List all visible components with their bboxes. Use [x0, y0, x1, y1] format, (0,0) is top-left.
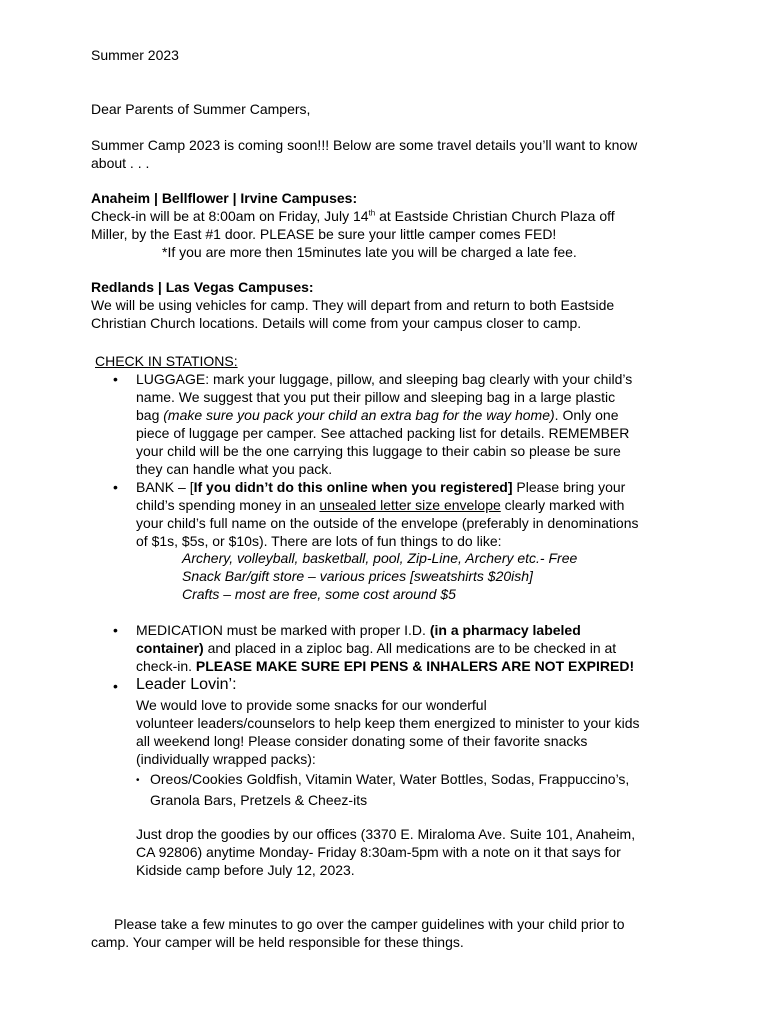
medication-line2-text: and placed in a ziploc bag. All medications are to be checked in at — [203, 640, 617, 656]
section1-line1-sup: th — [368, 208, 376, 218]
intro-paragraph: Summer Camp 2023 is coming soon!!! Below are some travel details you’ll want to know about . . . — [91, 137, 638, 171]
leader-line1: We would love to provide some snacks for our wonderful — [136, 697, 487, 713]
epi-pen-warning: PLEASE MAKE SURE EPI PENS & INHALERS ARE NOT EXPIRED! — [195, 658, 635, 674]
bank-line1 — [136, 479, 696, 497]
pharmacy-label-note: (in a pharmacy labeled — [429, 622, 581, 638]
luggage-line6: they can handle what you pack. — [136, 461, 333, 477]
section1-line1 — [91, 208, 711, 226]
bullet-medication: • — [113, 622, 118, 638]
medication-line1 — [136, 622, 696, 640]
section2-body: We will be using vehicles for camp. They will depart from and return to both Eastside Christian Church locations. Details will come from your campus closer to camp. — [91, 297, 615, 331]
bank-line2 — [136, 497, 696, 515]
bank-line2-text-end: clearly marked with — [500, 497, 625, 513]
leader-line2: volunteer leaders/counselors to help keep them energized to minister to your kids — [136, 715, 640, 731]
luggage-line3 — [136, 407, 696, 425]
closing-line2: camp. Your camper will be held responsible for these things. — [91, 934, 464, 950]
fun-item-crafts: Crafts – most are free, some cost around $5 — [182, 586, 456, 602]
section1-line1-text: Check-in will be at 8:00am on Friday, July 14 — [91, 208, 369, 224]
luggage-line1: LUGGAGE: mark your luggage, pillow, and sleeping bag clearly with your child’s — [136, 371, 633, 387]
bank-line1-text-end: Please bring your — [512, 479, 626, 495]
leader-line4: (individually wrapped packs): — [136, 751, 316, 767]
section2-heading: Redlands | Las Vegas Campuses: — [91, 279, 314, 295]
medication-line3-text: check-in. — [136, 658, 196, 674]
luggage-line2: name. We suggest that you put their pillow and sleeping bag in a large plastic — [136, 389, 616, 405]
luggage-extra-bag-note: (make sure you pack your child an extra bag for the way home) — [163, 407, 555, 423]
bullet-snacks: • — [136, 775, 140, 786]
fun-item-activities: Archery, volleyball, basketball, pool, Zip-Line, Archery etc.- Free — [182, 550, 578, 566]
bank-line4: of $1s, $5s, or $10s). There are lots of fun things to do like: — [136, 533, 502, 549]
bank-line1-text: BANK – [ — [136, 479, 194, 495]
luggage-line3-text: bag — [136, 407, 164, 423]
envelope-note: unsealed letter size envelope — [319, 497, 501, 513]
drop-off-line3: Kidside camp before July 12, 2023. — [136, 862, 355, 878]
bullet-leader: • — [113, 678, 118, 694]
drop-off-line2: CA 92806) anytime Monday- Friday 8:30am-5pm with a note on it that says for — [136, 844, 621, 860]
container-note: container) — [136, 640, 204, 656]
leader-line3: all weekend long! Please consider donating some of their favorite snacks — [136, 733, 588, 749]
leader-lovin-title: Leader Lovin’: — [136, 676, 237, 693]
drop-off-line1: Just drop the goodies by our offices (3370 E. Miraloma Ave. Suite 101, Anaheim, — [136, 826, 636, 842]
medication-line2 — [136, 640, 696, 658]
greeting: Dear Parents of Summer Campers, — [91, 101, 311, 117]
snacks-line2: Granola Bars, Pretzels & Cheez-its — [150, 792, 368, 808]
medication-line3 — [136, 658, 696, 676]
luggage-line5: your child will be the one carrying this luggage to their cabin so please be sure — [136, 443, 621, 459]
luggage-line3-text-end: . Only one — [554, 407, 619, 423]
bank-line3: your child’s full name on the outside of the envelope (preferably in denominations — [136, 515, 639, 531]
stations-heading: CHECK IN STATIONS: — [95, 353, 238, 369]
luggage-line4: piece of luggage per camper. See attached packing list for details. REMEMBER — [136, 425, 630, 441]
fun-item-snack-bar: Snack Bar/gift store – various prices [sweatshirts $20ish] — [182, 568, 533, 584]
medication-line1-text: MEDICATION must be marked with proper I.D. — [136, 622, 430, 638]
bank-online-note: If you didn’t do this online when you registered] — [193, 479, 513, 495]
season-label: Summer 2023 — [91, 47, 179, 63]
section1-heading: Anaheim | Bellflower | Irvine Campuses: — [91, 190, 358, 206]
bank-line2-text: child’s spending money in an — [136, 497, 320, 513]
section1-line2: Miller, by the East #1 door. PLEASE be sure your little camper comes FED! — [91, 226, 557, 242]
closing-line1: Please take a few minutes to go over the camper guidelines with your child prior to — [114, 916, 625, 932]
snacks-line1: Oreos/Cookies Goldfish, Vitamin Water, Water Bottles, Sodas, Frappuccino’s, — [150, 771, 630, 787]
section1-line1-text-end: at Eastside Christian Church Plaza off — [375, 208, 615, 224]
bullet-luggage: • — [113, 371, 118, 387]
late-fee-note: *If you are more then 15minutes late you will be charged a late fee. — [162, 244, 577, 260]
bullet-bank: • — [113, 479, 118, 495]
